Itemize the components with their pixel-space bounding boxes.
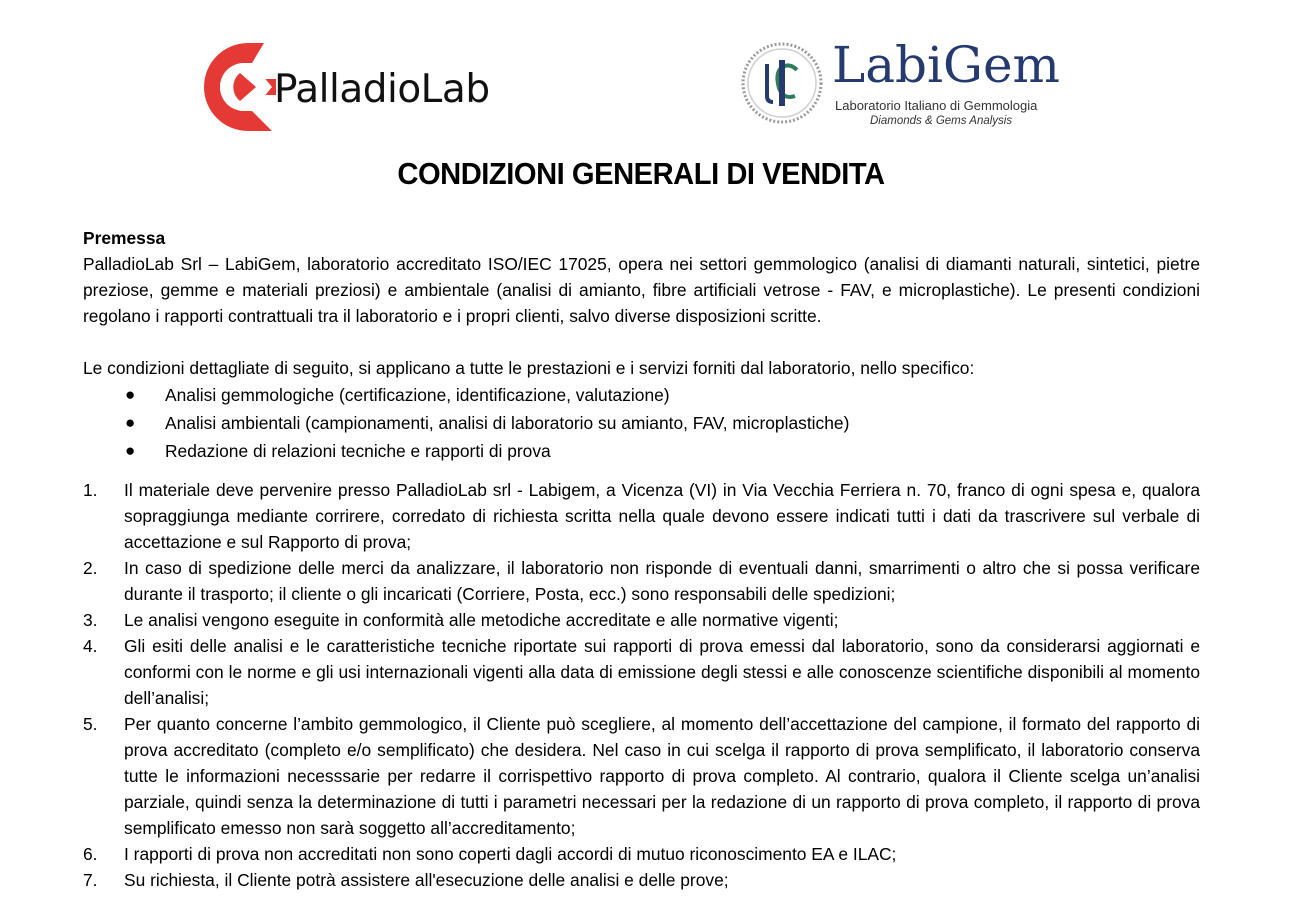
palladiolab-name: PalladioLab: [274, 67, 490, 112]
bullet-icon: ●: [125, 385, 136, 404]
clause-item: 4. Gli esiti delle analisi e le caratteristiche tecniche riportate sui rapporti di prova emessi dal laboratorio, sono da considerarsi aggiornati e conformi con le norme e gli usi internazionali vigenti alla data di emissione degli stessi e alle conoscenze scientifiche disponibili al momento dell’analisi;: [83, 636, 1200, 708]
palladiolab-logo: [196, 43, 516, 131]
premessa-paragraph-2: Le condizioni dettagliate di seguito, si applicano a tutte le prestazioni e i servizi forniti dal laboratorio, nello specifico:: [83, 358, 975, 378]
list-item: ● Analisi gemmologiche (certificazione, identificazione, valutazione): [83, 381, 1200, 409]
list-item: ● Analisi ambientali (campionamenti, analisi di laboratorio su amianto, FAV, microplastiche): [83, 409, 1200, 437]
services-list: [83, 381, 1200, 465]
palladiolab-logo-mark-icon: [196, 43, 276, 131]
labigem-emblem-icon: [739, 40, 825, 126]
clause-item: 5. Per quanto concerne l’ambito gemmologico, il Cliente può scegliere, al momento dell’accettazione del campione, il formato del rapporto di prova accreditato (completo e/o semplificato) che desidera. Nel caso in cui scelga il rapporto di prova semplificato, il laboratorio conserva tutte le informazioni necesssarie per redarre il corrispettivo rapporto di prova completo. Al contrario, qualora il Cliente scelga un’analisi parziale, quindi senza la determinazione di tutti i parametri necessari per la redazione di un rapporto di prova completo, il rapporto di prova semplificato emesso non sarà soggetto all’accreditamento;: [83, 714, 1200, 838]
labigem-subtitle: Laboratorio Italiano di Gemmologia: [835, 98, 1038, 113]
clause-item: 6. I rapporti di prova non accreditati non sono coperti dagli accordi di mutuo riconoscimento EA e ILAC;: [83, 844, 897, 864]
document-title: CONDIZIONI GENERALI DI VENDITA: [397, 156, 885, 191]
premessa-heading: Premessa: [83, 228, 166, 248]
header-logos: [0, 38, 1296, 138]
spacer: [83, 329, 1200, 355]
clause-item: 2. In caso di spedizione delle merci da analizzare, il laboratorio non risponde di eventuali danni, smarrimenti o altro che si possa verificare durante il trasporto; il cliente o gli incaricati (Corriere, Posta, ecc.) sono responsabili delle spedizioni;: [83, 558, 1200, 604]
document-body: [83, 225, 1200, 893]
clause-item: 1. Il materiale deve pervenire presso PalladioLab srl - Labigem, a Vicenza (VI) in Via Vecchia Ferriera n. 70, franco di ogni spesa e, qualora sopraggiunga mediante corrirere, corredato di richiesta scritta nella quale devono essere indicati tutti i dati da trascrivere sul verbale di accettazione e sul Rapporto di prova;: [83, 480, 1200, 552]
bullet-icon: ●: [125, 413, 136, 432]
labigem-logo: [739, 38, 1099, 133]
premessa-paragraph-1: PalladioLab Srl – LabiGem, laboratorio accreditato ISO/IEC 17025, opera nei settori gemmologico (analisi di diamanti naturali, sintetici, pietre preziose, gemme e materiali preziosi) e ambientale (analisi di amianto, fibre artificiali vetrose - FAV, e microplastiche). Le presenti condizioni regolano i rapporti contrattuali tra il laboratorio e i propri clienti, salvo diverse disposizioni scritte.: [83, 254, 1200, 326]
labigem-name: LabiGem: [832, 36, 1060, 94]
clauses-list: [83, 477, 1200, 893]
bullet-icon: ●: [125, 441, 136, 460]
labigem-tagline: Diamonds & Gems Analysis: [870, 115, 1013, 127]
clause-item: 3. Le analisi vengono eseguite in conformità alle metodiche accreditate e alle normative vigenti;: [83, 610, 839, 630]
list-item: ● Redazione di relazioni tecniche e rapporti di prova: [83, 437, 1200, 465]
clause-item: 7. Su richiesta, il Cliente potrà assistere all'esecuzione delle analisi e delle prove;: [83, 870, 729, 890]
